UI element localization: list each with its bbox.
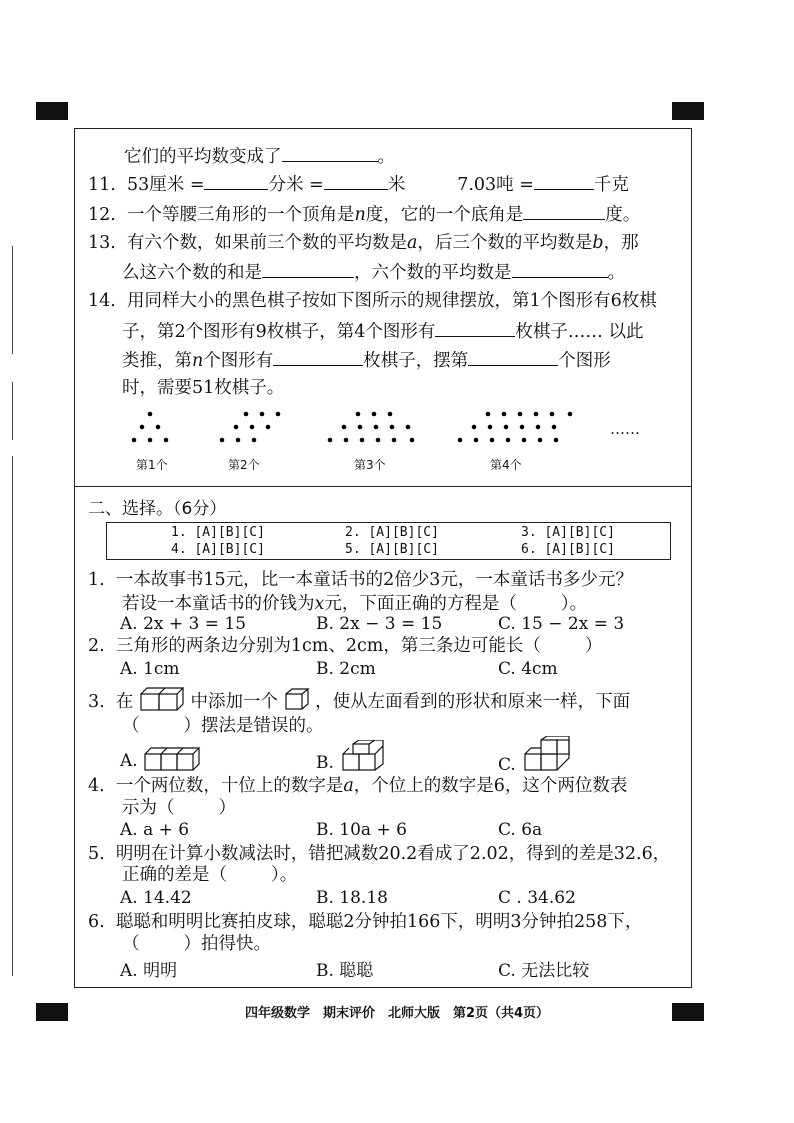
choice-question-3: 3. 在 中添加一个 ，使从左面看到的形状和原来一样，下面 bbox=[88, 686, 630, 714]
pattern-figure-2 bbox=[214, 408, 294, 448]
option-c[interactable]: C. 6a bbox=[498, 820, 543, 840]
pattern-figure-4 bbox=[454, 408, 584, 448]
binding-line bbox=[12, 382, 13, 440]
choice-question-6-line2: （ ）拍得快。 bbox=[122, 934, 271, 954]
option-b[interactable]: B. 2x − 3 = 15 bbox=[316, 614, 443, 634]
choice-question-1: 1. 一本故事书15元，比一本童话书的2倍少3元，一本童话书多少元？ bbox=[88, 570, 633, 590]
answer-blank[interactable] bbox=[324, 171, 388, 190]
choice-question-3-line2: （ ）摆法是错误的。 bbox=[122, 716, 324, 736]
question-14: 14. 用同样大小的黑色棋子按如下图所示的规律摆放，第1个图形有6枚棋 bbox=[88, 291, 657, 311]
section-title: 二、选择。（6分） bbox=[88, 499, 227, 519]
option-b[interactable]: B. 2cm bbox=[316, 659, 376, 679]
option-c[interactable]: C. 无法比较 bbox=[498, 961, 590, 981]
option-c[interactable]: C . 34.62 bbox=[498, 888, 576, 908]
answer-blank[interactable] bbox=[435, 318, 515, 337]
choice-question-1-line2: 若设一本童话书的价钱为x元，下面正确的方程是（ ）。 bbox=[122, 594, 588, 614]
option-b[interactable]: B. 聪聪 bbox=[316, 961, 374, 981]
option-a[interactable]: A. bbox=[120, 746, 203, 772]
binding-line bbox=[12, 456, 13, 976]
answer-blank[interactable] bbox=[204, 171, 268, 190]
answer-choice-2[interactable]: 2. [A][B][C] bbox=[345, 525, 439, 540]
choice-question-2: 2. 三角形的两条边分别为1cm、2cm，第三条边可能长（ ） bbox=[88, 636, 603, 656]
pattern-caption-3: 第3个 bbox=[354, 458, 386, 472]
answer-choice-5[interactable]: 5. [A][B][C] bbox=[345, 542, 439, 557]
answer-choice-4[interactable]: 4. [A][B][C] bbox=[171, 542, 265, 557]
question-14-line4: 时，需要51枚棋子。 bbox=[122, 378, 285, 398]
answer-blank[interactable] bbox=[262, 259, 354, 278]
single-cube-icon bbox=[284, 687, 310, 711]
question-13: 13. 有六个数，如果前三个数的平均数是a，后三个数的平均数是b，那 bbox=[88, 233, 639, 253]
option-b[interactable]: B. bbox=[316, 740, 387, 773]
choice-question-4-line2: 示为（ ） bbox=[122, 798, 236, 818]
cube-pair-icon bbox=[139, 686, 185, 712]
binding-line bbox=[12, 246, 13, 354]
pattern-ellipsis: …… bbox=[610, 420, 640, 438]
choice-question-5: 5. 明明在计算小数减法时，错把减数20.2看成了2.02，得到的差是32.6， bbox=[88, 844, 671, 864]
answer-sheet-box bbox=[106, 522, 671, 560]
option-c[interactable]: C. 4cm bbox=[498, 659, 558, 679]
section-divider bbox=[74, 486, 692, 487]
answer-choice-6[interactable]: 6. [A][B][C] bbox=[521, 542, 615, 557]
answer-choice-1[interactable]: 1. [A][B][C] bbox=[171, 525, 265, 540]
pattern-figure-1 bbox=[128, 408, 188, 448]
answer-blank[interactable] bbox=[534, 171, 594, 190]
option-a[interactable]: A. a + 6 bbox=[120, 820, 190, 840]
question-14-line2: 子，第2个图形有9枚棋子，第4个图形有 枚棋子…… 以此 bbox=[122, 318, 643, 344]
pattern-caption-4: 第4个 bbox=[490, 458, 522, 472]
three-cubes-row-icon bbox=[143, 746, 203, 772]
registration-mark-top-right bbox=[672, 102, 704, 120]
question-13-line2: 么这六个数的和是 ，六个数的平均数是 。 bbox=[122, 259, 625, 285]
stacked-cubes-icon bbox=[339, 740, 387, 772]
page-footer: 四年级数学 期末评价 北师大版 第2页（共4页） bbox=[244, 1006, 550, 1021]
pattern-figure-3 bbox=[322, 408, 422, 448]
option-a[interactable]: A. 14.42 bbox=[120, 888, 192, 908]
step-cubes-icon bbox=[521, 736, 573, 772]
choice-question-6: 6. 聪聪和明明比赛拍皮球，聪聪2分钟拍166下，明明3分钟拍258下， bbox=[88, 912, 643, 932]
q10-tail: 它们的平均数变成了 。 bbox=[124, 143, 395, 169]
answer-blank[interactable] bbox=[512, 259, 608, 278]
option-a[interactable]: A. 2x + 3 = 15 bbox=[120, 614, 247, 634]
answer-blank[interactable] bbox=[468, 347, 558, 366]
option-b[interactable]: B. 10a + 6 bbox=[316, 820, 407, 840]
answer-blank[interactable] bbox=[282, 143, 378, 162]
option-a[interactable]: A. 1cm bbox=[120, 659, 180, 679]
answer-blank[interactable] bbox=[273, 347, 363, 366]
option-c[interactable]: C. 15 − 2x = 3 bbox=[498, 614, 625, 634]
option-c[interactable]: C. bbox=[498, 736, 573, 775]
question-11: 11. 53厘米 = 分米 = 米 7.03吨 = 千克 bbox=[88, 171, 629, 197]
pattern-caption-1: 第1个 bbox=[136, 458, 168, 472]
question-14-line3: 类推，第n个图形有 枚棋子，摆第 个图形 bbox=[122, 347, 611, 373]
registration-mark-top-left bbox=[36, 102, 68, 120]
pattern-caption-2: 第2个 bbox=[228, 458, 260, 472]
answer-choice-3[interactable]: 3. [A][B][C] bbox=[521, 525, 615, 540]
choice-question-4: 4. 一个两位数，十位上的数字是a，个位上的数字是6，这个两位数表 bbox=[88, 776, 628, 796]
answer-blank[interactable] bbox=[523, 201, 605, 220]
choice-question-5-line2: 正确的差是（ ）。 bbox=[122, 865, 298, 885]
option-a[interactable]: A. 明明 bbox=[120, 961, 178, 981]
question-12: 12. 一个等腰三角形的一个顶角是n度，它的一个底角是 度。 bbox=[88, 201, 640, 227]
option-b[interactable]: B. 18.18 bbox=[316, 888, 388, 908]
